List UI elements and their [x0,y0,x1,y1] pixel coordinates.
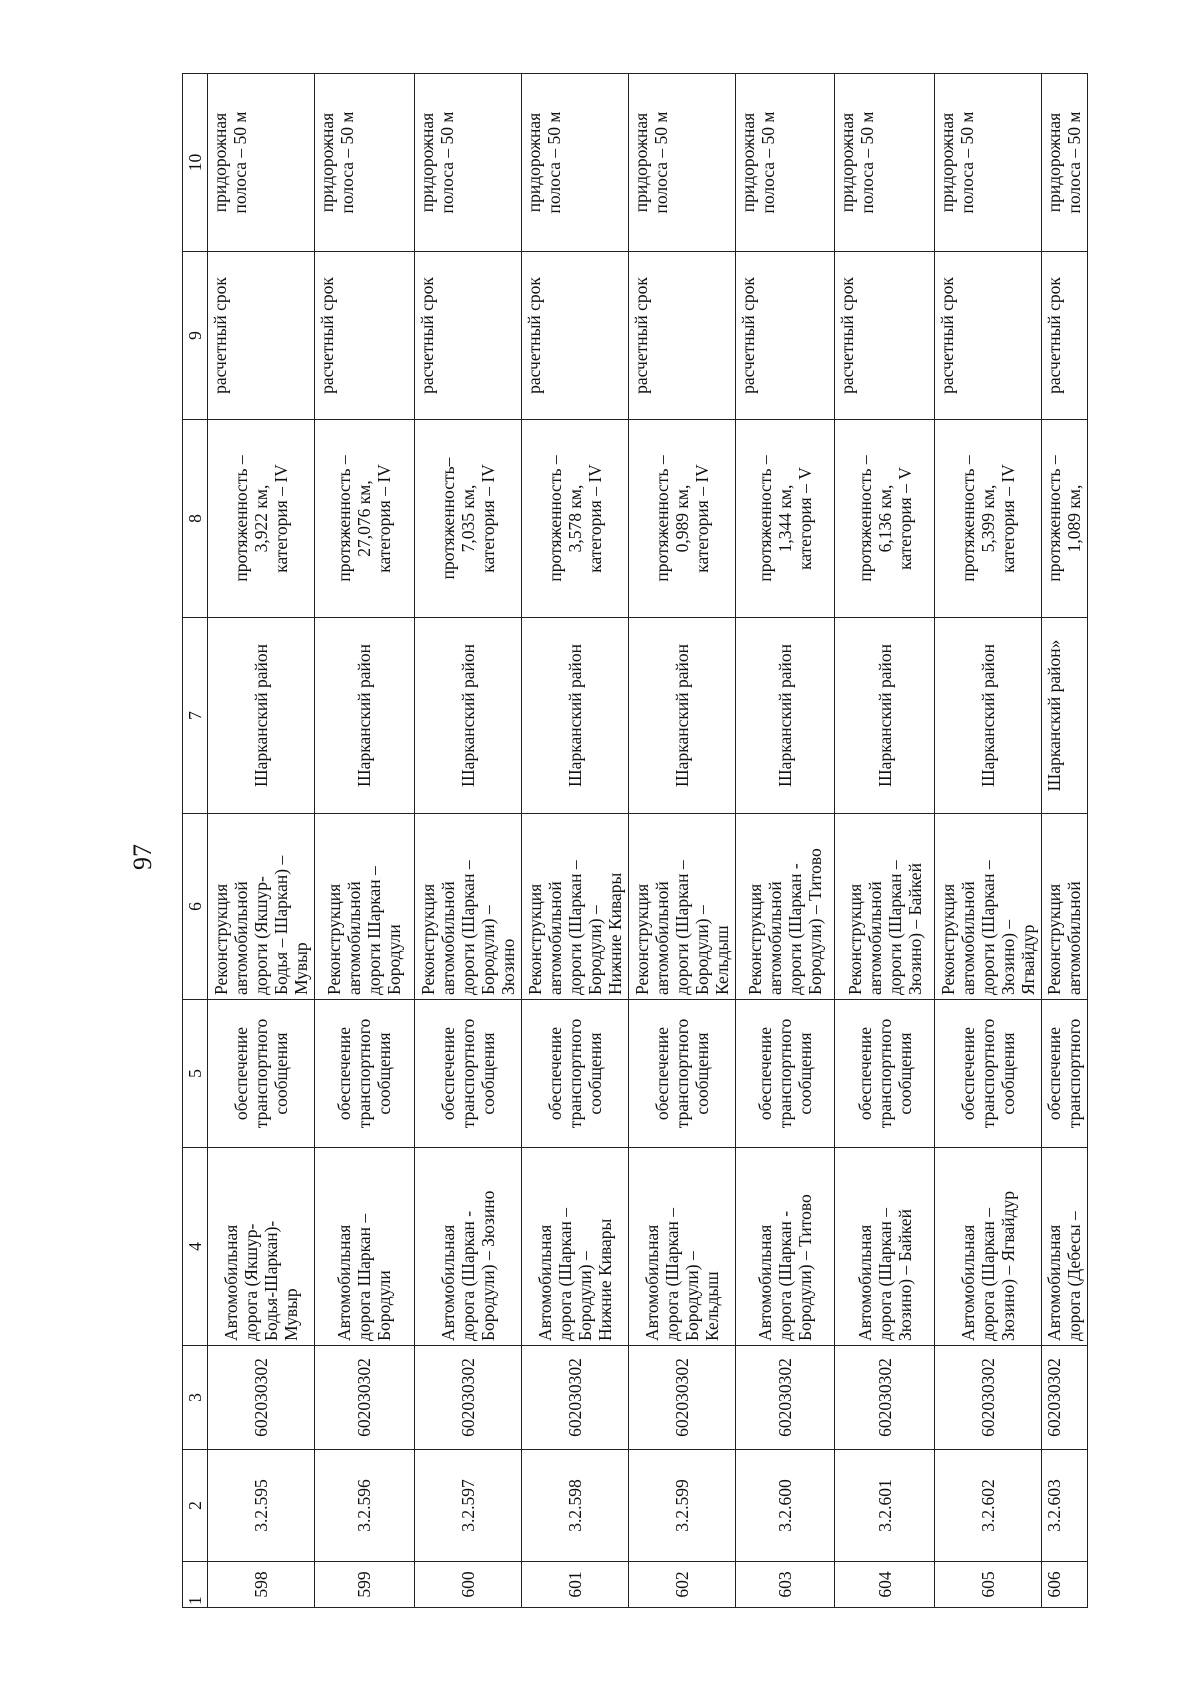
planned-measure: Реконструкция автомобильной дороги (Шаркан – Бородули) – Нижние Кивары [521,814,628,1000]
zone-description: придорожная полоса – 50 м [521,74,628,252]
object-characteristics: протяженность – 5,399 км, категория – IV [935,420,1042,618]
implementation-term: расчетный срок [735,252,835,420]
object-name: Автомобильная дорога (Шаркан – Бородули) – Кельдыш [628,1148,735,1346]
planned-measure: Реконструкция автомобильной дороги (Шаркан – Зюзино) – Ягвайдур [935,814,1042,1000]
column-number: 9 [183,252,208,420]
object-characteristics: протяженность – 0,989 км, категория – IV [628,420,735,618]
planned-measure: Реконструкция автомобильной дороги (Шаркан – Зюзино) – Байкей [835,814,935,1000]
table-row [414,74,521,1608]
planned-measure: Реконструкция автомобильной [1042,814,1088,1000]
implementation-term: расчетный срок [628,252,735,420]
table-row [628,74,735,1608]
object-location: Шарканский район [935,618,1042,814]
planned-measure: Реконструкция автомобильной дороги (Якшур- Бодья – Шаркан) – Мувыр [208,814,315,1000]
oktmo-code: 602030302 [735,1346,835,1450]
column-number: 5 [183,1000,208,1148]
object-purpose: обеспечение транспортного сообщения [835,1000,935,1148]
object-name: Автомобильная дорога (Шаркан – Бородули) – Нижние Кивары [521,1148,628,1346]
object-characteristics: протяженность – 6,136 км, категория – V [835,420,935,618]
implementation-term: расчетный срок [414,252,521,420]
oktmo-code: 602030302 [835,1346,935,1450]
object-name: Автомобильная дорога (Якшур- Бодья-Шаркан)- Мувыр [208,1148,315,1346]
object-code: 3.2.603 [1042,1450,1088,1562]
table-row [735,74,835,1608]
object-location: Шарканский район [735,618,835,814]
object-location: Шарканский район [208,618,315,814]
object-name: Автомобильная дорога (Шаркан – Зюзино) – Ягвайдур [935,1148,1042,1346]
column-number: 8 [183,420,208,618]
row-number: 602 [628,1562,735,1608]
row-number: 606 [1042,1562,1088,1608]
object-code: 3.2.597 [414,1450,521,1562]
table-row [835,74,935,1608]
object-name: Автомобильная дорога (Шаркан – Зюзино) – Байкей [835,1148,935,1346]
object-purpose: обеспечение транспортного сообщения [314,1000,414,1148]
object-purpose: обеспечение транспортного сообщения [628,1000,735,1148]
object-characteristics: протяженность – 1,344 км, категория – V [735,420,835,618]
row-number: 604 [835,1562,935,1608]
object-characteristics: протяженность – 27,076 км, категория – IV [314,420,414,618]
object-location: Шарканский район» [1042,618,1088,814]
object-purpose: обеспечение транспортного сообщения [521,1000,628,1148]
object-location: Шарканский район [414,618,521,814]
object-code: 3.2.601 [835,1450,935,1562]
column-number: 3 [183,1346,208,1450]
object-code: 3.2.598 [521,1450,628,1562]
planned-measure: Реконструкция автомобильной дороги (Шаркан – Бородули) – Зюзино [414,814,521,1000]
row-number: 601 [521,1562,628,1608]
column-number: 1 [183,1562,208,1608]
object-location: Шарканский район [314,618,414,814]
zone-description: придорожная полоса – 50 м [414,74,521,252]
object-code: 3.2.596 [314,1450,414,1562]
table-row [208,74,315,1608]
implementation-term: расчетный срок [521,252,628,420]
object-purpose: обеспечение транспортного сообщения [208,1000,315,1148]
page-number: 97 [128,844,157,870]
object-characteristics: протяженность – 3,578 км, категория – IV [521,420,628,618]
planned-measure: Реконструкция автомобильной дороги (Шаркан - Бородули) – Титово [735,814,835,1000]
column-number-row [183,74,208,1608]
object-location: Шарканский район [835,618,935,814]
object-code: 3.2.595 [208,1450,315,1562]
row-number: 599 [314,1562,414,1608]
implementation-term: расчетный срок [835,252,935,420]
oktmo-code: 602030302 [521,1346,628,1450]
oktmo-code: 602030302 [208,1346,315,1450]
column-number: 4 [183,1148,208,1346]
column-number: 2 [183,1450,208,1562]
object-code: 3.2.602 [935,1450,1042,1562]
column-number: 10 [183,74,208,252]
object-name: Автомобильная дорога Шаркан – Бородули [314,1148,414,1346]
oktmo-code: 602030302 [414,1346,521,1450]
zone-description: придорожная полоса – 50 м [835,74,935,252]
table-row [521,74,628,1608]
table-row [1042,74,1088,1608]
zone-description: придорожная полоса – 50 м [935,74,1042,252]
row-number: 598 [208,1562,315,1608]
table-row [935,74,1042,1608]
object-name: Автомобильная дорога (Дебесы – [1042,1148,1088,1346]
table-row [314,74,414,1608]
object-code: 3.2.599 [628,1450,735,1562]
zone-description: придорожная полоса – 50 м [628,74,735,252]
oktmo-code: 602030302 [314,1346,414,1450]
row-number: 600 [414,1562,521,1608]
column-number: 7 [183,618,208,814]
object-table [182,73,1088,1608]
zone-description: придорожная полоса – 50 м [735,74,835,252]
row-number: 603 [735,1562,835,1608]
oktmo-code: 602030302 [628,1346,735,1450]
planned-measure: Реконструкция автомобильной дороги (Шаркан – Бородули) – Кельдыш [628,814,735,1000]
object-characteristics: протяженность– 7,035 км, категория – IV [414,420,521,618]
object-purpose: обеспечение транспортного [1042,1000,1088,1148]
object-name: Автомобильная дорога (Шаркан - Бородули) – Титово [735,1148,835,1346]
object-name: Автомобильная дорога (Шаркан - Бородули) – Зюзино [414,1148,521,1346]
implementation-term: расчетный срок [208,252,315,420]
row-number: 605 [935,1562,1042,1608]
object-purpose: обеспечение транспортного сообщения [735,1000,835,1148]
implementation-term: расчетный срок [935,252,1042,420]
zone-description: придорожная полоса – 50 м [314,74,414,252]
object-code: 3.2.600 [735,1450,835,1562]
object-location: Шарканский район [628,618,735,814]
object-purpose: обеспечение транспортного сообщения [935,1000,1042,1148]
object-location: Шарканский район [521,618,628,814]
implementation-term: расчетный срок [314,252,414,420]
column-number: 6 [183,814,208,1000]
object-characteristics: протяженность – 1,089 км, [1042,420,1088,618]
rotated-page-content [182,74,1088,1608]
implementation-term: расчетный срок [1042,252,1088,420]
zone-description: придорожная полоса – 50 м [208,74,315,252]
object-characteristics: протяженность – 3,922 км, категория – IV [208,420,315,618]
zone-description: придорожная полоса – 50 м [1042,74,1088,252]
object-purpose: обеспечение транспортного сообщения [414,1000,521,1148]
planned-measure: Реконструкция автомобильной дороги Шаркан – Бородули [314,814,414,1000]
oktmo-code: 602030302 [935,1346,1042,1450]
oktmo-code: 602030302 [1042,1346,1088,1450]
